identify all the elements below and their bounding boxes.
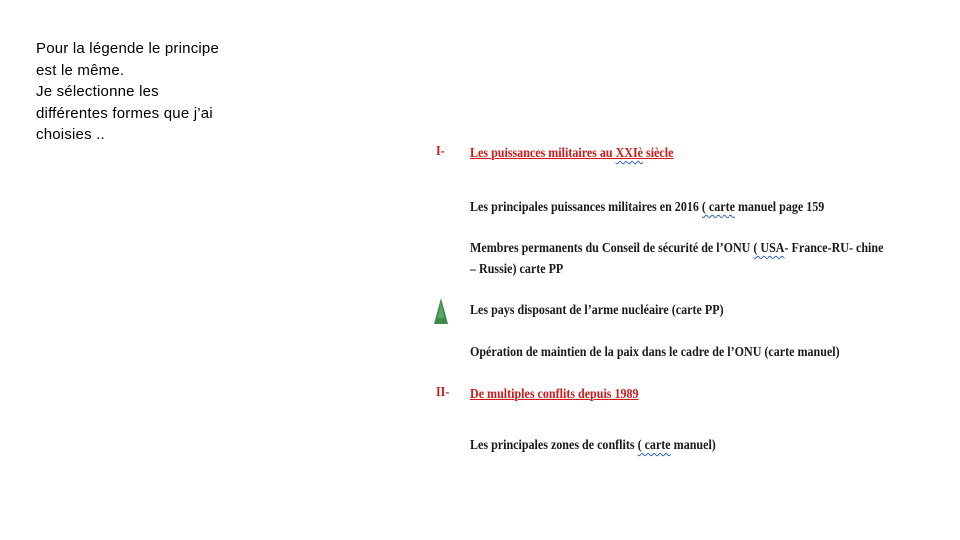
legend-item-security-council-line2: – Russie) carte PP bbox=[470, 262, 564, 277]
section-2-numeral: II- bbox=[436, 385, 450, 400]
tree-icon bbox=[433, 298, 449, 326]
legend-item-conflict-zones: Les principales zones de conflits ( carte manuel) bbox=[470, 438, 716, 453]
section-1-title: Les puissances militaires au XXIè siècle bbox=[470, 146, 674, 161]
intro-line: est le même. bbox=[36, 61, 125, 79]
legend-item-security-council: Membres permanents du Conseil de sécurité de l’ONU ( USA- France-RU- chine bbox=[470, 241, 884, 256]
section-1-numeral: I- bbox=[436, 144, 445, 159]
section-2-title: De multiples conflits depuis 1989 bbox=[470, 387, 639, 402]
legend-item-peacekeeping: Opération de maintien de la paix dans le cadre de l’ONU (carte manuel) bbox=[470, 345, 840, 360]
intro-line: Je sélectionne les bbox=[36, 83, 159, 100]
intro-line: différentes formes que j’ai bbox=[36, 104, 213, 122]
legend-item-nuclear: Les pays disposant de l’arme nucléaire (carte PP) bbox=[470, 303, 724, 318]
intro-line: choisies .. bbox=[36, 126, 105, 143]
intro-line: Pour la légende le principe bbox=[36, 40, 220, 57]
legend-item-military-powers: Les principales puissances militaires en 2016 ( carte manuel page 159 bbox=[470, 200, 825, 215]
